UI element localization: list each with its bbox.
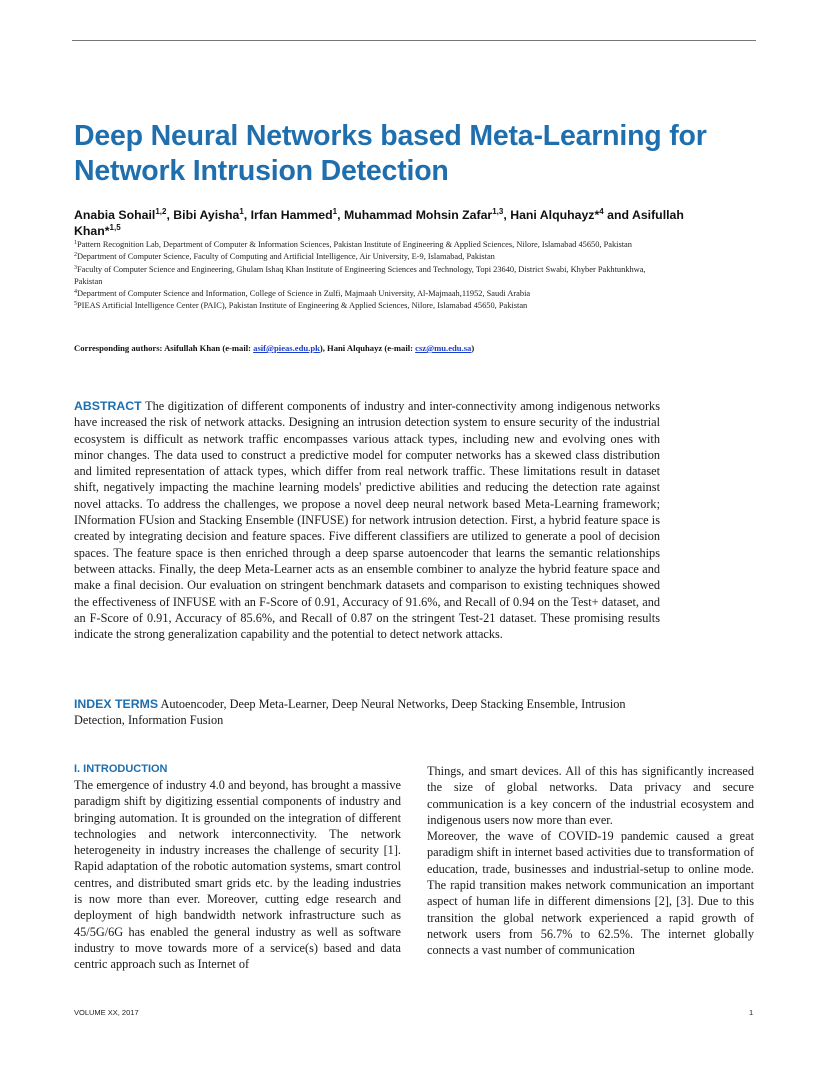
email-link-alquhayz[interactable]: csz@mu.edu.sa (415, 343, 472, 353)
corresponding-prefix: Corresponding authors: Asifullah Khan (e-mail: (74, 343, 254, 353)
affiliation-number: 5 (74, 301, 77, 308)
author-affiliation-marker: 1,5 (109, 223, 121, 232)
footer-volume: VOLUME XX, 2017 (74, 1008, 139, 1017)
affiliation-item (74, 239, 664, 251)
affiliation-text: PIEAS Artificial Intelligence Center (PAIC), Pakistan Institute of Engineering & Applied Sciences, Nilore, Islamabad 45650, Pakistan (77, 301, 528, 311)
corresponding-authors (74, 342, 674, 354)
affiliation-number: 3 (74, 264, 77, 271)
index-terms-text: Autoencoder, Deep Meta-Learner, Deep Neural Networks, Deep Stacking Ensemble, Intrusion Detection, Information Fusion (74, 697, 626, 728)
author-affiliation-marker: 1,3 (492, 207, 504, 216)
affiliation-text: Department of Computer Science and Information, College of Science in Zulfi, Majmaah University, Al-Majmaah,11952, Saudi Arabia (77, 289, 531, 299)
author-affiliation-marker: 1 (239, 207, 244, 216)
author-name: Anabia Sohail (74, 208, 156, 222)
corresponding-suffix: ) (471, 343, 475, 353)
intro-paragraph-2: Things, and smart devices. All of this has significantly increased the size of global networks. Data privacy and secure communication is a key concern of the industrial ecosystem and indigenous users now more than ever. (427, 764, 754, 827)
page-number: 1 (749, 1008, 754, 1017)
affiliation-item (74, 264, 664, 289)
author-name: and Asifullah Khan* (74, 208, 684, 238)
affiliation-text: Faculty of Computer Science and Engineering, Ghulam Ishaq Khan Institute of Engineering Sciences and Technology, Topi 23640, District Swabi, Khyber Pakhtunkhwa, Pakistan (74, 264, 646, 286)
intro-paragraph-3: Moreover, the wave of COVID-19 pandemic caused a great paradigm shift in internet based activities due to transformation of education, trade, businesses and industrial-setup to online mode. The rapid transition makes network communication an important aspect of human life in different dimensions [2], [3]. Due to this transition the global network experienced a rapid growth of network users from 56.7% to 62.5%. The internet globally connects a vast number of communication (427, 829, 754, 958)
author-name: Hani Alquhayz* (510, 208, 600, 222)
affiliation-item (74, 300, 664, 312)
right-column (427, 763, 754, 959)
abstract-label: ABSTRACT (74, 399, 142, 413)
affiliation-item (74, 251, 664, 263)
intro-paragraph-1: The emergence of industry 4.0 and beyond, has brought a massive paradigm shift by digitizing essential components of industry and bringing automation. It is grounded on the integration of different technologies and network interconnectivity. The network heterogeneity in industry increases the challenge of security [1]. Rapid adaptation of the robotic automation systems, smart control centres, and distributed smart grids etc. by the leading industries is now more than ever. Moreover, cutting edge research and deployment of high bandwidth network infrastructure such as 45/5G/6G has enabled the general industry as well as software industry to move towards more of a service(s) based and data centric approach such as Internet of (74, 778, 401, 972)
author-name: Irfan Hammed (250, 208, 333, 222)
affiliation-item (74, 288, 664, 300)
index-terms-label: INDEX TERMS (74, 697, 159, 711)
email-link-khan[interactable]: asif@pieas.edu.pk (253, 343, 320, 353)
affiliation-number: 4 (74, 289, 77, 296)
affiliation-list (74, 239, 664, 313)
affiliation-number: 1 (74, 240, 77, 246)
author-list: Anabia Sohail$^{1,2}$, Bibi Ayisha$^1$, Irfan Hammed$^1$, Muhammad Mohsin Zafar$^{1,3}$, Hani Alquhayz*$^4$ and Asifullah Khan*$^{1,5}$ (74, 207, 684, 238)
author-affiliation-marker: 1 (332, 207, 338, 216)
author-affiliation-marker: 1,2 (155, 207, 167, 216)
affiliation-text: Pattern Recognition Lab, Department of Computer & Information Sciences, Pakistan Institute of Engineering & Applied Sciences, Nilore, Islamabad 45650, Pakistan (77, 240, 632, 249)
abstract-text: The digitization of different components of industry and inter-connectivity among indigenous networks have increased the risk of network attacks. Designing an intrusion detection system to ensure security of the industrial ecosystem is difficult as network traffic encompasses various attack types, including new and evolving ones with minor changes. The data used to construct a predictive model for computer networks has a skewed class distribution and limited representation of attack types, which differ from real network traffic. These limitations result in dataset shift, negatively impacting the machine learning models' predictive abilities and reducing the detection rate against novel attacks. To address the challenges, we propose a novel deep neural network based Meta-Learning framework; INformation FUsion and Stacking Ensemble (INFUSE) for network intrusion detection. First, a hybrid feature space is created by integrating decision and feature spaces. Five different classifiers are utilized to generate a pool of decision spaces. The feature space is then enriched through a deep sparse autoencoder that learns the semantic relationships between attacks. Finally, the deep Meta-Learner acts as an ensemble combiner to analyze the hybrid feature space and make a final decision. Our evaluation on stringent benchmark datasets and comparison to existing techniques showed the effectiveness of INFUSE with an F-Score of 0.91, Accuracy of 91.6%, and Recall of 0.94 on the Test+ dataset, and an F-Score of 0.91, Accuracy of 85.6%, and Recall of 0.87 on the stringent Test-21 dataset. These promising results indicate the strong generalization capability and the potential to detect network attacks. (74, 399, 660, 642)
left-column (74, 762, 401, 973)
header-rule (72, 40, 756, 41)
abstract (74, 398, 660, 642)
index-terms (74, 696, 660, 729)
paper-title: Deep Neural Networks based Meta-Learning for Network Intrusion Detection (74, 120, 707, 187)
author-name: Muhammad Mohsin Zafar (343, 208, 493, 222)
section-heading-introduction: I. INTRODUCTION (74, 763, 168, 775)
author-affiliation-marker: 4 (599, 207, 604, 216)
affiliation-text: Department of Computer Science, Faculty of Computing and Artificial Intelligence, Air University, E-9, Islamabad, Pakistan (77, 252, 495, 262)
corresponding-middle: ), Hani Alquhayz (e-mail: (319, 343, 416, 353)
author-name: Bibi Ayisha (173, 208, 240, 222)
affiliation-number: 2 (74, 252, 77, 259)
